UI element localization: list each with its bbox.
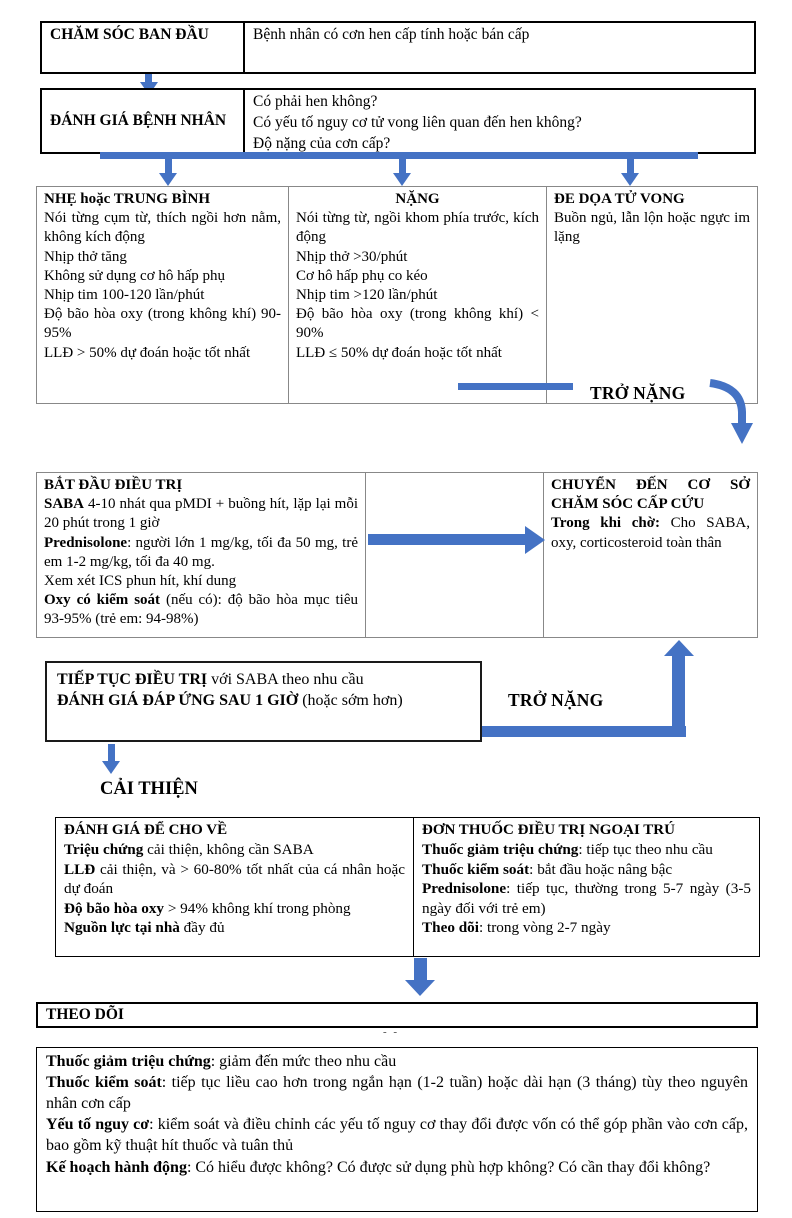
discharge-item: Nguồn lực tại nhà đầy đủ <box>64 919 225 936</box>
severity-mild-item: Không sử dụng cơ hô hấp phụ <box>44 267 226 284</box>
prescription-cell <box>413 818 759 956</box>
severity-mild-item: Độ bão hòa oxy (trong không khí) 90-95% <box>44 306 281 342</box>
severity-severe-item: Nhịp tim >120 lần/phút <box>296 286 438 303</box>
worsening-label-2: TRỞ NẶNG <box>508 690 604 710</box>
followup-item: Thuốc giảm triệu chứng: giảm đến mức theo nhu cầu <box>46 1053 397 1070</box>
arrow-down-severe-head <box>393 173 411 186</box>
arrow-down-lifethreat-shaft <box>627 159 634 173</box>
arrow-right-transfer-shaft <box>368 534 525 545</box>
start-treatment-item: Prednisolone: người lớn 1 mg/kg, tối đa 50 mg, trẻ em 1-2 mg/kg, tối đa 40 mg. <box>44 534 358 570</box>
arrow-right-transfer-head <box>525 526 545 554</box>
assess-patient-questions <box>245 90 754 152</box>
severity-severe-cell <box>288 187 546 403</box>
worsening2-arrow-up-head <box>664 640 694 656</box>
severity-lifethreat-cell <box>546 187 757 403</box>
page-number-mark: - - <box>383 1026 400 1038</box>
arrow-down-mild-head <box>159 173 177 186</box>
followup-item: Yếu tố nguy cơ: kiểm soát và điều chỉnh các yếu tố nguy cơ thay đổi được vốn có thể góp phần vào cơn cấp, bao gồm kỹ thuật hít thuốc và tuân thủ <box>46 1116 748 1155</box>
severity-severe-item: Nhịp thở >30/phút <box>296 248 408 265</box>
start-treatment-item: Xem xét ICS phun hít, khí dung <box>44 572 237 589</box>
continue-treatment-line2: ĐÁNH GIÁ ĐÁP ỨNG SAU 1 GIỜ (hoặc sớm hơn) <box>57 692 403 710</box>
severity-lifethreat-item: Buồn ngủ, lẫn lộn hoặc ngực im lặng <box>554 210 750 246</box>
severity-mild-item: Nói từng cụm từ, thích ngồi hơn nằm, không kích động <box>44 210 281 246</box>
continue-treatment-box <box>45 661 482 742</box>
followup-item: Kế hoạch hành động: Có hiểu được không? Có được sử dụng phù hợp không? Có cần thay đổi không? <box>46 1158 711 1176</box>
assess-question: Có yếu tố nguy cơ tử vong liên quan đến hen không? <box>253 113 582 131</box>
improving-label: CẢI THIỆN <box>100 779 198 799</box>
severity-mild-cell <box>37 187 288 403</box>
severity-mild-item: LLĐ > 50% dự đoán hoặc tốt nhất <box>44 344 251 361</box>
severity-lifethreat-title: ĐE DỌA TỬ VONG <box>554 191 685 207</box>
severity-mild-title: NHẸ hoặc TRUNG BÌNH <box>44 191 210 207</box>
continue-treatment-line1: TIẾP TỤC ĐIỀU TRỊ với SABA theo nhu cầu <box>57 671 364 688</box>
start-treatment-spacer-cell <box>365 473 543 637</box>
discharge-item: Triệu chứng cải thiện, không cần SABA <box>64 841 314 859</box>
curved-arrow-down <box>700 374 770 450</box>
arrow-down-mild-shaft <box>165 159 172 173</box>
distribution-bar <box>100 152 698 159</box>
start-treatment-title: BẮT ĐẦU ĐIỀU TRỊ <box>44 477 183 493</box>
arrow-down-improving-head <box>102 761 120 774</box>
prescription-item: Thuốc kiểm soát: bắt đầu hoặc nâng bậc <box>422 860 673 878</box>
arrow-down-severe-shaft <box>399 159 406 173</box>
followup-label: THEO DÕI <box>46 1006 124 1023</box>
severity-severe-item: Nói từng từ, ngồi khom phía trước, kích động <box>296 210 539 246</box>
assess-patient-label: ĐÁNH GIÁ BỆNH NHÂN <box>42 90 245 152</box>
discharge-table <box>55 817 760 957</box>
transfer-item: Trong khi chờ: Cho SABA, oxy, corticosteroid toàn thân <box>551 515 750 551</box>
start-treatment-table <box>36 472 758 638</box>
discharge-title: ĐÁNH GIÁ ĐỂ CHO VỀ <box>64 822 228 838</box>
initial-care-box <box>40 21 756 74</box>
assess-patient-box <box>40 88 756 154</box>
discharge-item: LLĐ cải thiện, và > 60-80% tốt nhất của cá nhân hoặc dự đoán <box>64 860 405 898</box>
discharge-item: Độ bão hòa oxy > 94% không khí trong phòng <box>64 899 351 917</box>
arrow-down-followup-shaft <box>414 958 427 980</box>
worsening-line <box>458 383 573 390</box>
initial-care-label: CHĂM SÓC BAN ĐẦU <box>42 23 245 72</box>
worsening-label-1: TRỞ NẶNG <box>590 383 686 403</box>
arrow-down-followup-head <box>405 980 435 996</box>
transfer-cell <box>543 473 757 637</box>
transfer-title: CHUYỂN ĐẾN CƠ SỞ CHĂM SÓC CẤP CỨU <box>551 477 750 513</box>
severity-severe-item: Độ bão hòa oxy (trong không khí) < 90% <box>296 306 539 342</box>
severity-severe-item: LLĐ ≤ 50% dự đoán hoặc tốt nhất <box>296 344 502 361</box>
worsening2-elbow-vertical <box>672 656 685 737</box>
severity-mild-item: Nhịp tim 100-120 lần/phút <box>44 286 205 303</box>
prescription-item: Thuốc giảm triệu chứng: tiếp tục theo nhu cầu <box>422 841 713 859</box>
prescription-title: ĐƠN THUỐC ĐIỀU TRỊ NGOẠI TRÚ <box>422 822 675 838</box>
assess-question: Độ nặng của cơn cấp? <box>253 134 391 152</box>
start-treatment-item: SABA 4-10 nhát qua pMDI + buồng hít, lặp lại mỗi 20 phút trong 1 giờ <box>44 496 358 532</box>
followup-details-box <box>36 1047 758 1212</box>
arrow-down-improving-shaft <box>108 744 115 761</box>
severity-severe-item: Cơ hô hấp phụ co kéo <box>296 267 428 284</box>
prescription-item: Theo dõi: trong vòng 2-7 ngày <box>422 919 611 936</box>
severity-table <box>36 186 758 404</box>
discharge-cell <box>56 818 413 956</box>
worsening2-elbow-horizontal <box>481 726 686 737</box>
severity-mild-item: Nhịp thở tăng <box>44 248 127 265</box>
prescription-item: Prednisolone: tiếp tục, thường trong 5-7 ngày (3-5 ngày đối với trẻ em) <box>422 880 751 917</box>
followup-item: Thuốc kiểm soát: tiếp tục liều cao hơn trong ngắn hạn (1-2 tuần) hoặc dài hạn (3 tháng) tùy theo nguyên nhân cơn cấp <box>46 1074 748 1113</box>
assess-question: Có phải hen không? <box>253 93 378 110</box>
severity-severe-title: NẶNG <box>395 191 440 207</box>
followup-strip <box>36 1002 758 1028</box>
start-treatment-item: Oxy có kiểm soát (nếu có): độ bão hòa mục tiêu 93-95% (trẻ em: 94-98%) <box>44 592 358 628</box>
arrow-down-lifethreat-head <box>621 173 639 186</box>
arrow-down-initial-to-assess <box>145 74 152 82</box>
initial-care-text: Bệnh nhân có cơn hen cấp tính hoặc bán cấp <box>253 26 530 43</box>
start-treatment-cell <box>37 473 365 637</box>
